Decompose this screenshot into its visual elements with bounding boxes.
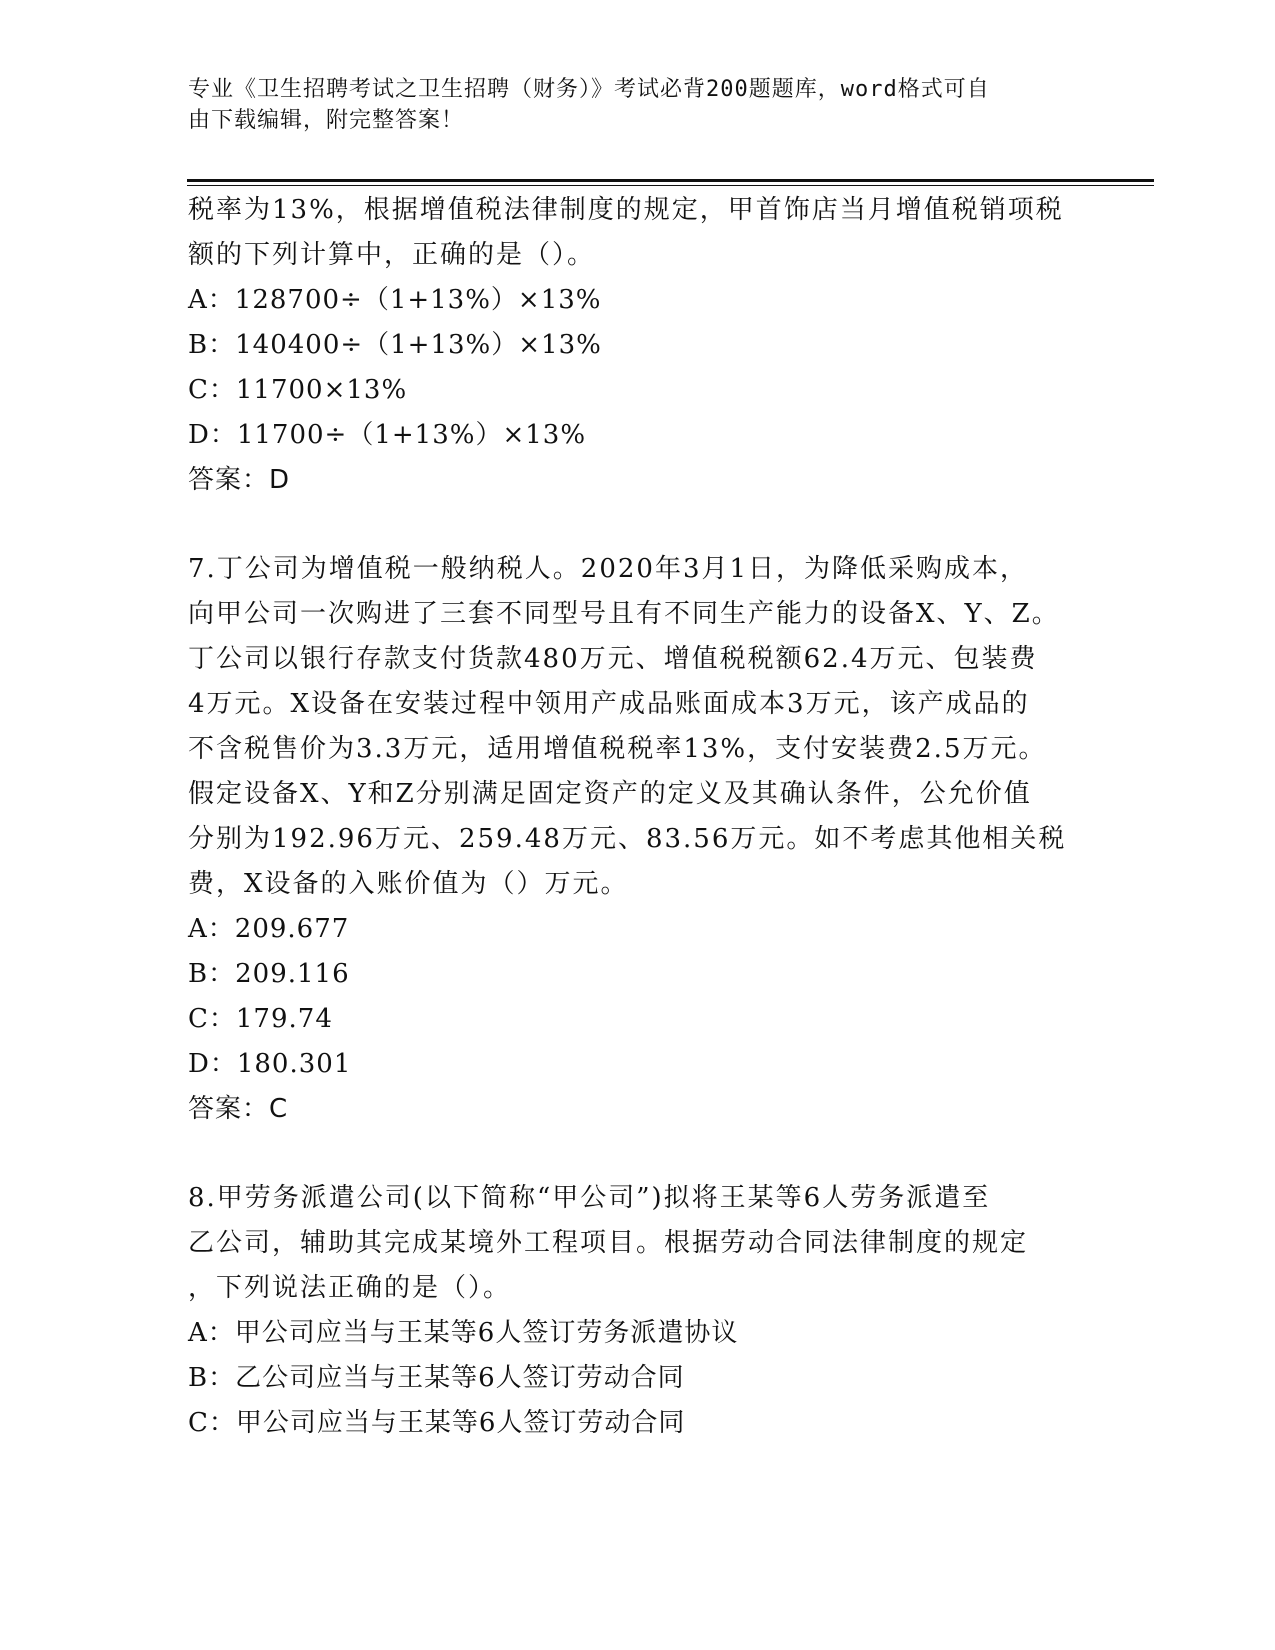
- option-c: C：11700×13%: [188, 375, 408, 405]
- question-text-line: 税率为13%，根据增值税法律制度的规定，甲首饰店当月增值税销项税: [188, 195, 1064, 225]
- answer-line: 答案：C: [188, 1094, 289, 1124]
- question-text-line: 7.丁公司为增值税一般纳税人。2020年3月1日，为降低采购成本，: [188, 554, 1029, 584]
- spacer: [188, 503, 1088, 547]
- question-text-line: 向甲公司一次购进了三套不同型号且有不同生产能力的设备X、Y、Z。: [188, 599, 1060, 629]
- option-c: C：179.74: [188, 1004, 333, 1034]
- question-text-line: 假定设备X、Y和Z分别满足固定资产的定义及其确认条件，公允价值: [188, 779, 1032, 809]
- question-text-line: 丁公司以银行存款支付货款480万元、增值税税额62.4万元、包装费: [188, 644, 1038, 674]
- option-a: A：209.677: [188, 914, 350, 944]
- header-line-2: 由下载编辑，附完整答案！: [188, 108, 465, 133]
- header-divider-thin: [187, 185, 1154, 186]
- option-d: D：180.301: [188, 1049, 352, 1079]
- question-6: [188, 188, 1088, 503]
- option-b: B：209.116: [188, 959, 350, 989]
- option-a: A：128700÷（1+13%）×13%: [188, 285, 602, 315]
- document-body: [188, 188, 1088, 1446]
- option-b: B：140400÷（1+13%）×13%: [188, 330, 602, 360]
- question-text-line: 乙公司，辅助其完成某境外工程项目。根据劳动合同法律制度的规定: [188, 1228, 1029, 1258]
- document-header: [188, 74, 1068, 136]
- question-text-line: ，下列说法正确的是（）。: [188, 1273, 512, 1303]
- question-text-line: 8.甲劳务派遣公司(以下简称“甲公司”)拟将王某等6人劳务派遣至: [188, 1183, 991, 1213]
- question-text-line: 不含税售价为3.3万元，适用增值税税率13%，支付安装费2.5万元。: [188, 734, 1047, 764]
- question-7: [188, 547, 1088, 1132]
- option-b: B：乙公司应当与王某等6人签订劳动合同: [188, 1363, 685, 1393]
- question-text-line: 分别为192.96万元、259.48万元、83.56万元。如不考虑其他相关税: [188, 824, 1067, 854]
- question-text-line: 费，X设备的入账价值为（）万元。: [188, 869, 629, 899]
- answer-line: 答案：D: [188, 465, 291, 495]
- option-c: C：甲公司应当与王某等6人签订劳动合同: [188, 1408, 686, 1438]
- header-divider-thick: [187, 179, 1154, 182]
- question-text-line: 额的下列计算中，正确的是（）。: [188, 240, 596, 270]
- question-text-line: 4万元。X设备在安装过程中领用产成品账面成本3万元，该产成品的: [188, 689, 1030, 719]
- option-d: D：11700÷（1+13%）×13%: [188, 420, 587, 450]
- spacer: [188, 1132, 1088, 1176]
- question-8: [188, 1176, 1088, 1446]
- option-a: A：甲公司应当与王某等6人签订劳务派遣协议: [188, 1318, 739, 1348]
- header-line-1: 专业《卫生招聘考试之卫生招聘（财务）》考试必背200题题库，word格式可自: [188, 77, 990, 102]
